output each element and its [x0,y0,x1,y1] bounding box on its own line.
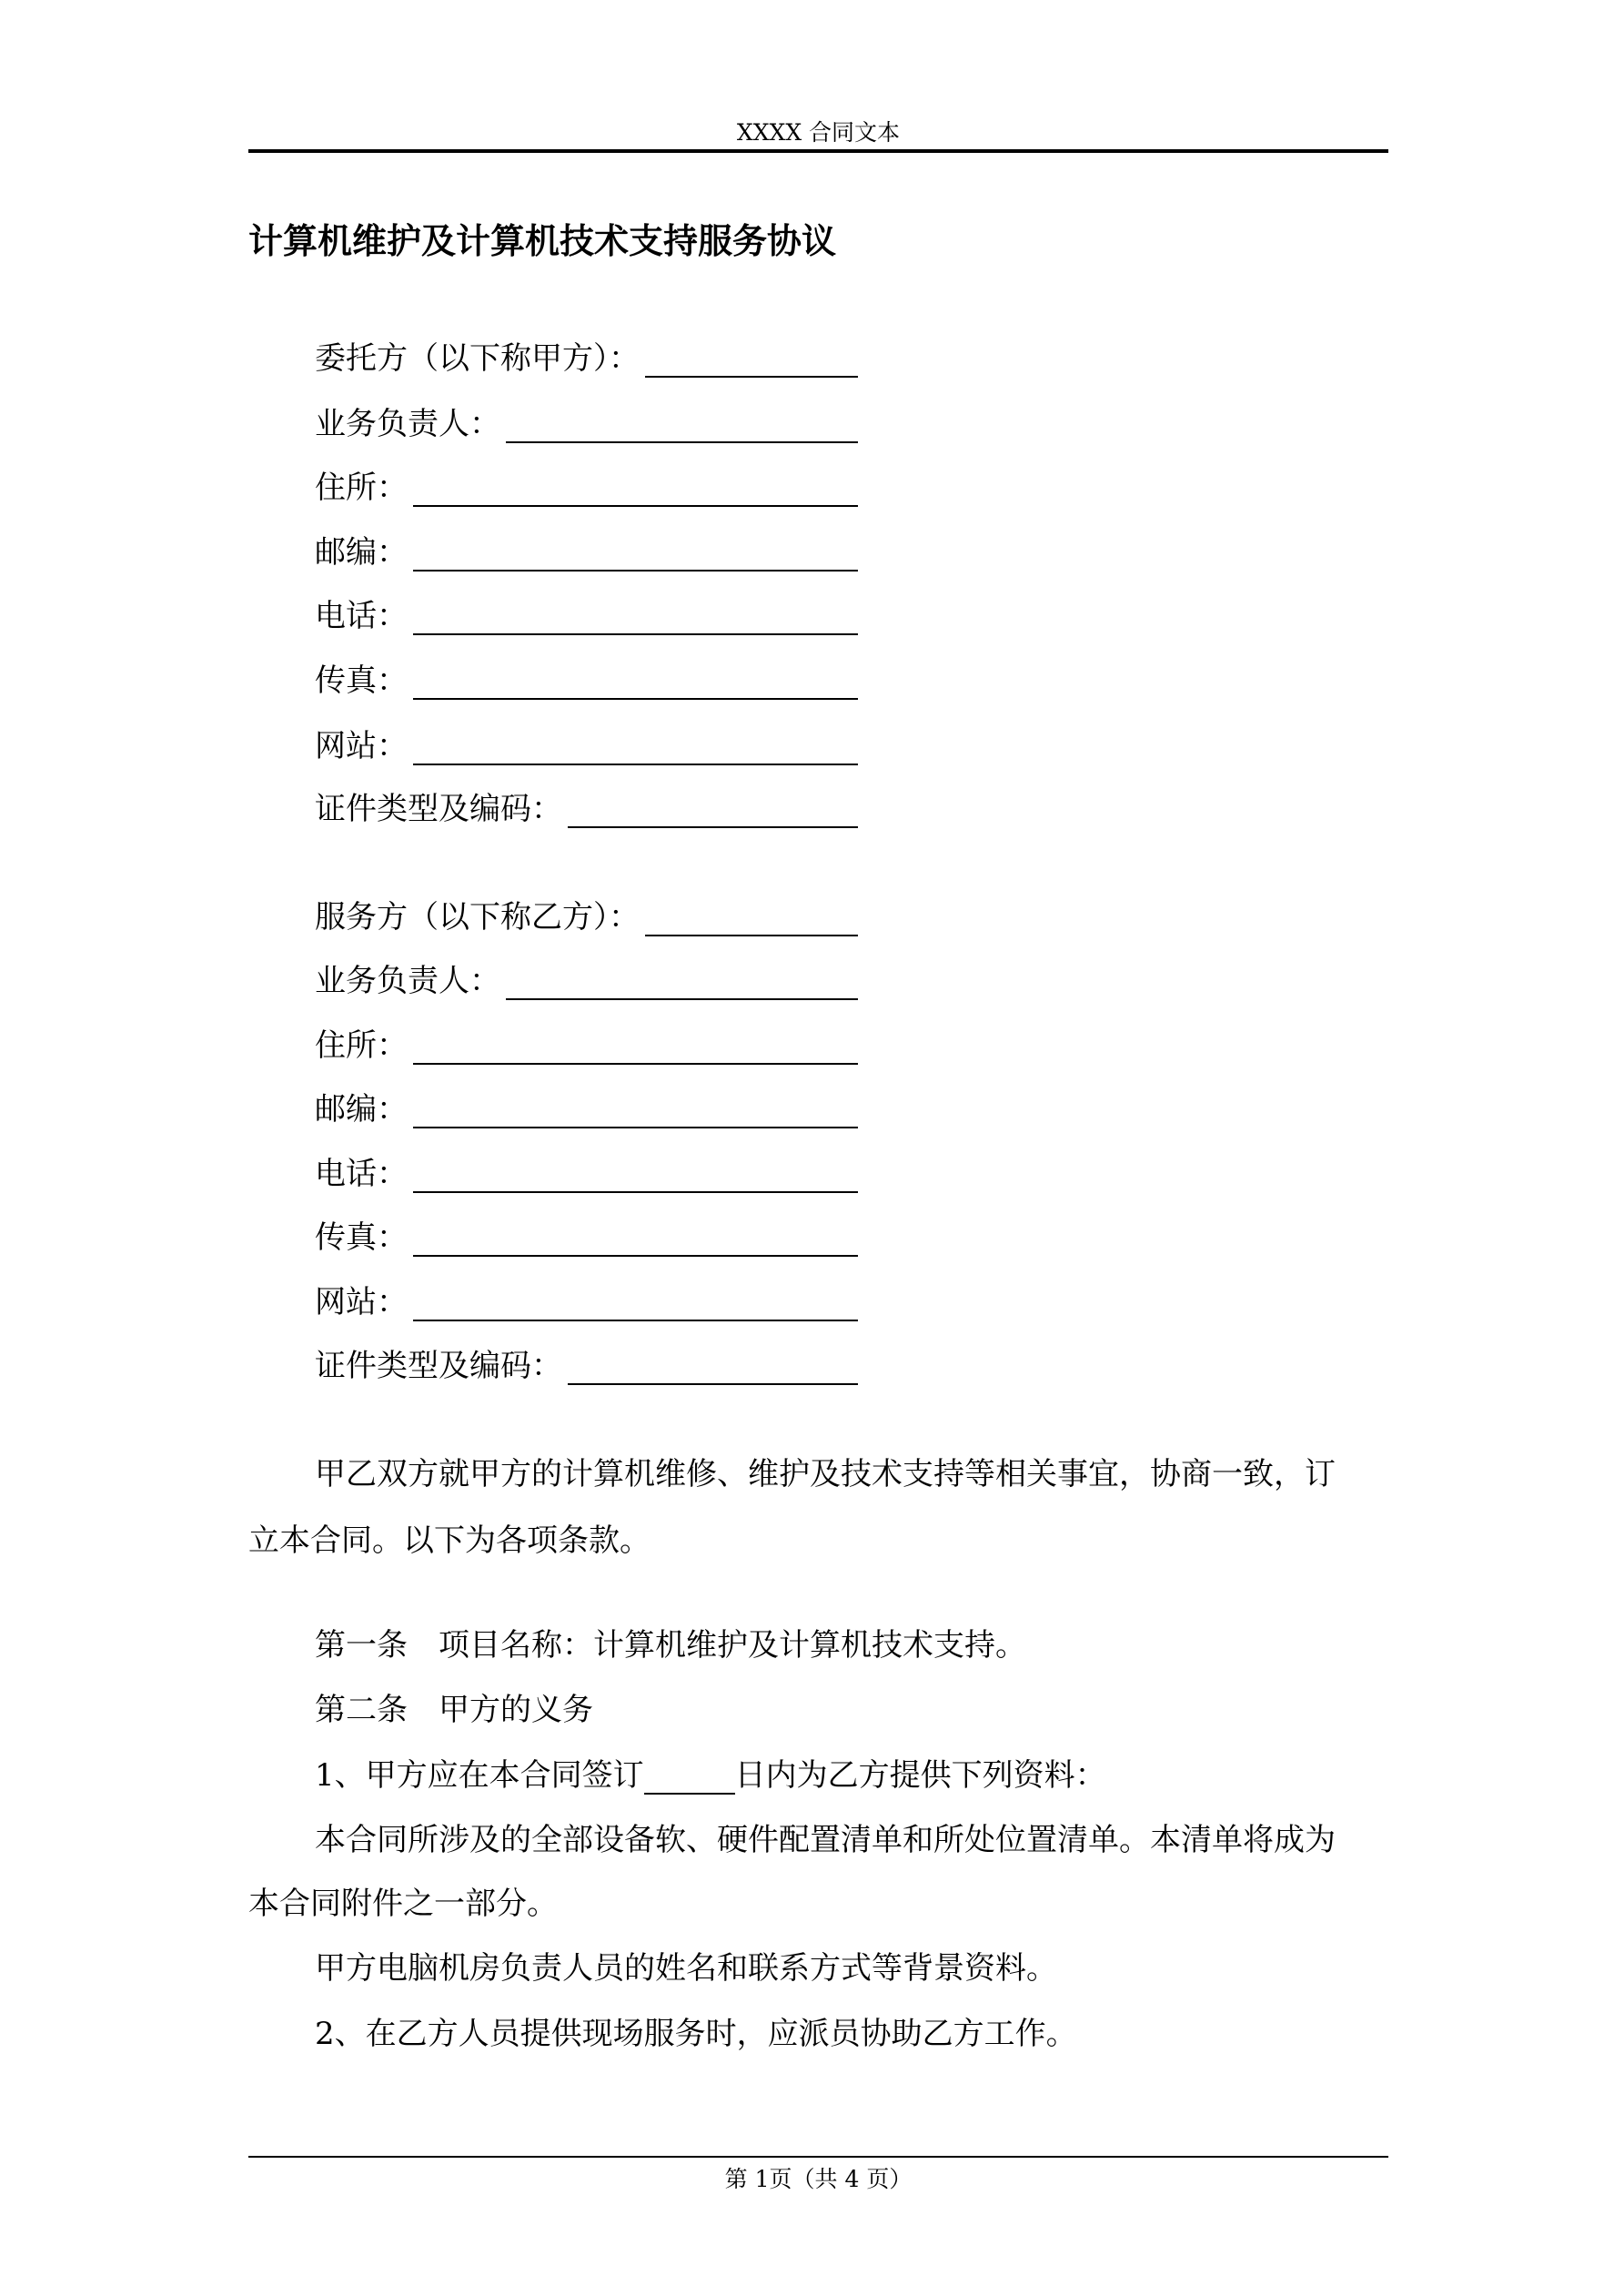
page-footer: 第 1页（共 4 页） [724,2166,913,2192]
blank-line[interactable] [413,1036,858,1065]
field-label: 服务方（以下称乙方）： [315,899,640,936]
item-1-paragraph: 甲方电脑机房负责人员的姓名和联系方式等背景资料。 [315,1950,1057,1987]
field-label: 电话： [315,1156,408,1192]
party-a-field[interactable] [315,533,858,571]
party-b-field[interactable] [315,1219,858,1257]
header-rule [248,149,1388,153]
blank-line[interactable] [413,478,858,507]
field-label: 住所： [315,1027,408,1064]
field-label: 电话： [315,598,408,634]
blank-line[interactable] [413,1228,858,1257]
blank-line[interactable] [413,671,858,700]
item-text: 1、甲方应在本合同签订 [315,1757,644,1794]
blank-line[interactable] [645,907,858,936]
party-b-field[interactable] [315,1027,858,1065]
field-label: 传真： [315,663,408,699]
blank-line[interactable] [413,1099,858,1128]
field-label: 业务负责人： [315,406,500,442]
blank-line[interactable] [568,799,858,828]
party-b-field[interactable] [315,962,858,1000]
field-label: 委托方（以下称甲方）： [315,340,640,377]
item-text: 日内为乙方提供下列资料： [734,1757,1106,1794]
field-label: 住所： [315,470,408,506]
field-label: 网站： [315,728,408,764]
days-blank[interactable] [644,1765,735,1795]
blank-line[interactable] [506,971,858,1000]
party-a-heading-field[interactable] [315,339,858,378]
document-title: 计算机维护及计算机技术支持服务协议 [248,220,837,261]
party-b-heading-field[interactable] [315,898,858,936]
blank-line[interactable] [413,736,858,765]
party-b-field[interactable] [315,1090,858,1128]
blank-line[interactable] [413,606,858,635]
article-2-item-2: 2、在乙方人员提供现场服务时，应派员协助乙方工作。 [315,2016,1077,2052]
party-a-field[interactable] [315,662,858,700]
party-a-field[interactable] [315,405,858,443]
field-label: 业务负责人： [315,963,500,999]
intro-paragraph-line: 甲乙双方就甲方的计算机维修、维护及技术支持等相关事宜，协商一致，订 [315,1456,1336,1492]
party-a-field[interactable] [315,469,858,507]
party-b-field[interactable] [315,1155,858,1193]
page-header: XXXX 合同文本 [736,119,901,146]
field-label: 证件类型及编码： [315,1348,562,1384]
field-label: 邮编： [315,534,408,571]
party-a-field[interactable] [315,597,858,635]
blank-line[interactable] [413,542,858,571]
party-b-field[interactable] [315,1283,858,1321]
party-a-field[interactable] [315,790,858,828]
blank-line[interactable] [645,349,858,378]
party-b-field[interactable] [315,1347,858,1385]
blank-line[interactable] [413,1164,858,1193]
intro-paragraph-line: 立本合同。以下为各项条款。 [248,1522,651,1559]
party-a-field[interactable] [315,727,858,765]
field-label: 邮编： [315,1091,408,1128]
article-2-heading: 第二条 甲方的义务 [315,1692,593,1728]
blank-line[interactable] [413,1292,858,1321]
blank-line[interactable] [568,1356,858,1385]
field-label: 传真： [315,1219,408,1256]
item-1-paragraph-line: 本合同附件之一部分。 [248,1886,558,1922]
field-label: 网站： [315,1284,408,1320]
item-1-paragraph-line: 本合同所涉及的全部设备软、硬件配置清单和所处位置清单。本清单将成为 [315,1822,1336,1858]
footer-rule [248,2156,1388,2158]
blank-line[interactable] [506,414,858,443]
field-label: 证件类型及编码： [315,791,562,827]
article-1: 第一条 项目名称：计算机维护及计算机技术支持。 [315,1627,1026,1664]
article-2-item-1 [315,1756,1106,1795]
